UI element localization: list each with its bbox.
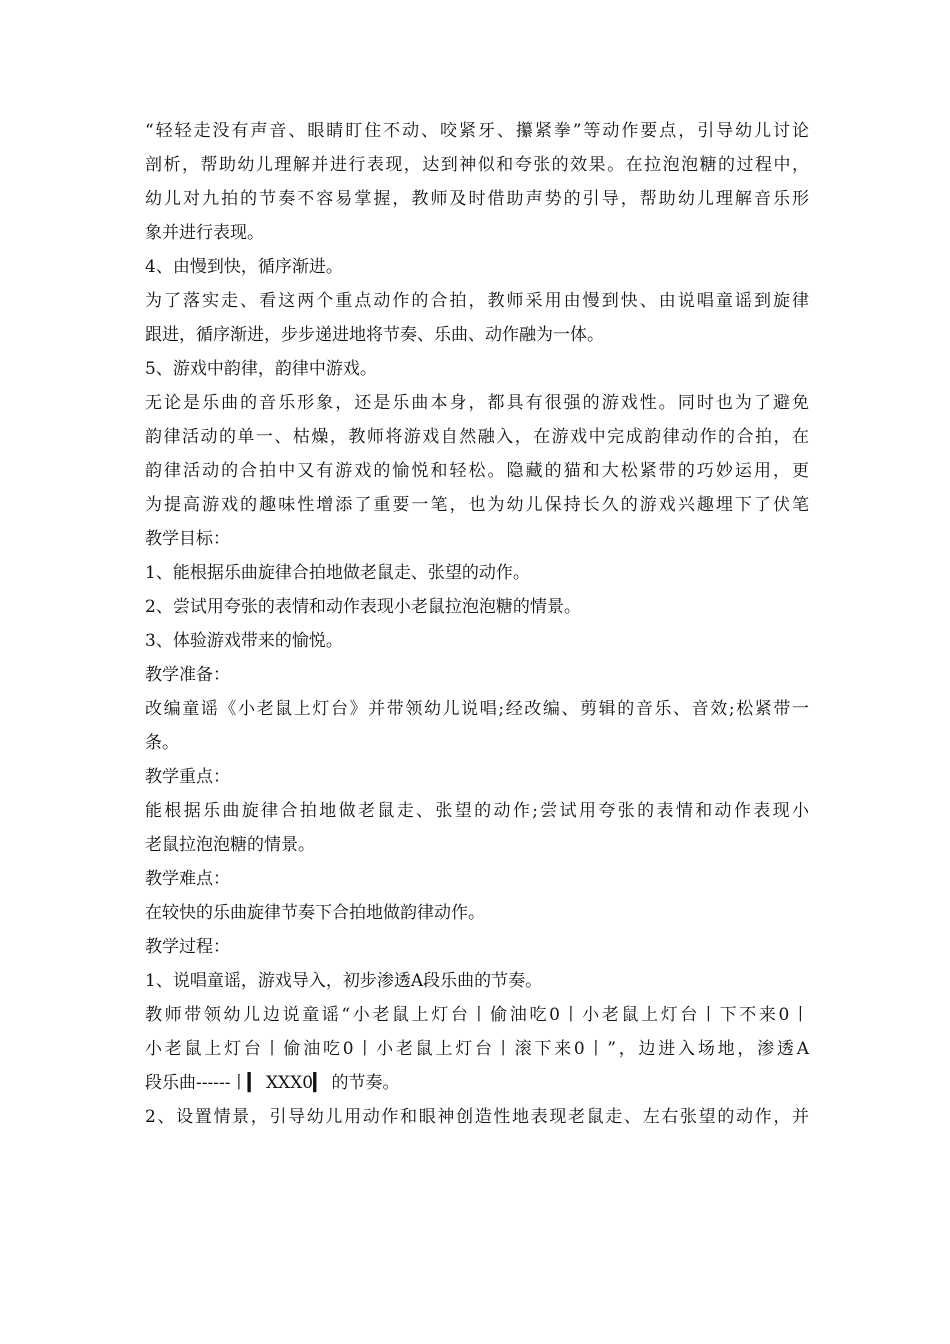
- text-line: 教学过程：: [145, 937, 230, 957]
- text-line: 段乐曲------丨▎ XXX0▎ 的节奏。: [145, 1073, 400, 1093]
- text-line: 无论是乐曲的音乐形象，还是乐曲本身，都具有很强的游戏性。同时也为了避免: [145, 393, 809, 413]
- text-line: 条。: [145, 733, 179, 753]
- text-line: 改编童谣《小老鼠上灯台》并带领幼儿说唱;经改编、剪辑的音乐、音效;松紧带一: [145, 699, 809, 719]
- text-line: 5、游戏中韵律，韵律中游戏。: [145, 359, 377, 379]
- text-line: 教师带领幼儿边说童谣“小老鼠上灯台丨偷油吃0丨小老鼠上灯台丨下不来0丨: [145, 1005, 809, 1025]
- text-line: 象并进行表现。: [145, 223, 264, 243]
- text-line: 幼儿对九拍的节奏不容易掌握，教师及时借助声势的引导，帮助幼儿理解音乐形: [145, 189, 809, 209]
- text-line: 小老鼠上灯台丨偷油吃0丨小老鼠上灯台丨滚下来0丨”，边进入场地，渗透A: [145, 1039, 809, 1059]
- text-line: 1、能根据乐曲旋律合拍地做老鼠走、张望的动作。: [145, 563, 530, 583]
- text-line: 韵律活动的合拍中又有游戏的愉悦和轻松。隐藏的猫和大松紧带的巧妙运用，更: [145, 461, 809, 481]
- text-line: 跟进，循序渐进，步步递进地将节奏、乐曲、动作融为一体。: [145, 325, 604, 345]
- text-line: 教学难点：: [145, 869, 230, 889]
- text-line: 1、说唱童谣，游戏导入，初步渗透A段乐曲的节奏。: [145, 971, 543, 991]
- text-line: 2、尝试用夸张的表情和动作表现小老鼠拉泡泡糖的情景。: [145, 597, 581, 617]
- text-line: 教学准备：: [145, 665, 230, 685]
- text-line: 能根据乐曲旋律合拍地做老鼠走、张望的动作;尝试用夸张的表情和动作表现小: [145, 801, 809, 821]
- text-line: 为提高游戏的趣味性增添了重要一笔，也为幼儿保持长久的游戏兴趣埋下了伏笔: [145, 495, 809, 515]
- text-line: 为了落实走、看这两个重点动作的合拍，教师采用由慢到快、由说唱童谣到旋律: [145, 291, 809, 311]
- text-line: 剖析，帮助幼儿理解并进行表现，达到神似和夸张的效果。在拉泡泡糖的过程中，: [145, 155, 809, 175]
- text-line: “轻轻走没有声音、眼睛盯住不动、咬紧牙、攥紧拳”等动作要点，引导幼儿讨论: [145, 121, 809, 141]
- text-line: 教学重点：: [145, 767, 230, 787]
- text-line: 教学目标：: [145, 529, 230, 549]
- document-body: [145, 114, 809, 1134]
- text-line: 4、由慢到快，循序渐进。: [145, 257, 343, 277]
- text-line: 老鼠拉泡泡糖的情景。: [145, 835, 315, 855]
- text-line: 在较快的乐曲旋律节奏下合拍地做韵律动作。: [145, 903, 485, 923]
- text-line: 韵律活动的单一、枯燥，教师将游戏自然融入，在游戏中完成韵律动作的合拍，在: [145, 427, 809, 447]
- text-line: 3、体验游戏带来的愉悦。: [145, 631, 343, 651]
- text-line: 2、设置情景，引导幼儿用动作和眼神创造性地表现老鼠走、左右张望的动作，并: [145, 1107, 809, 1127]
